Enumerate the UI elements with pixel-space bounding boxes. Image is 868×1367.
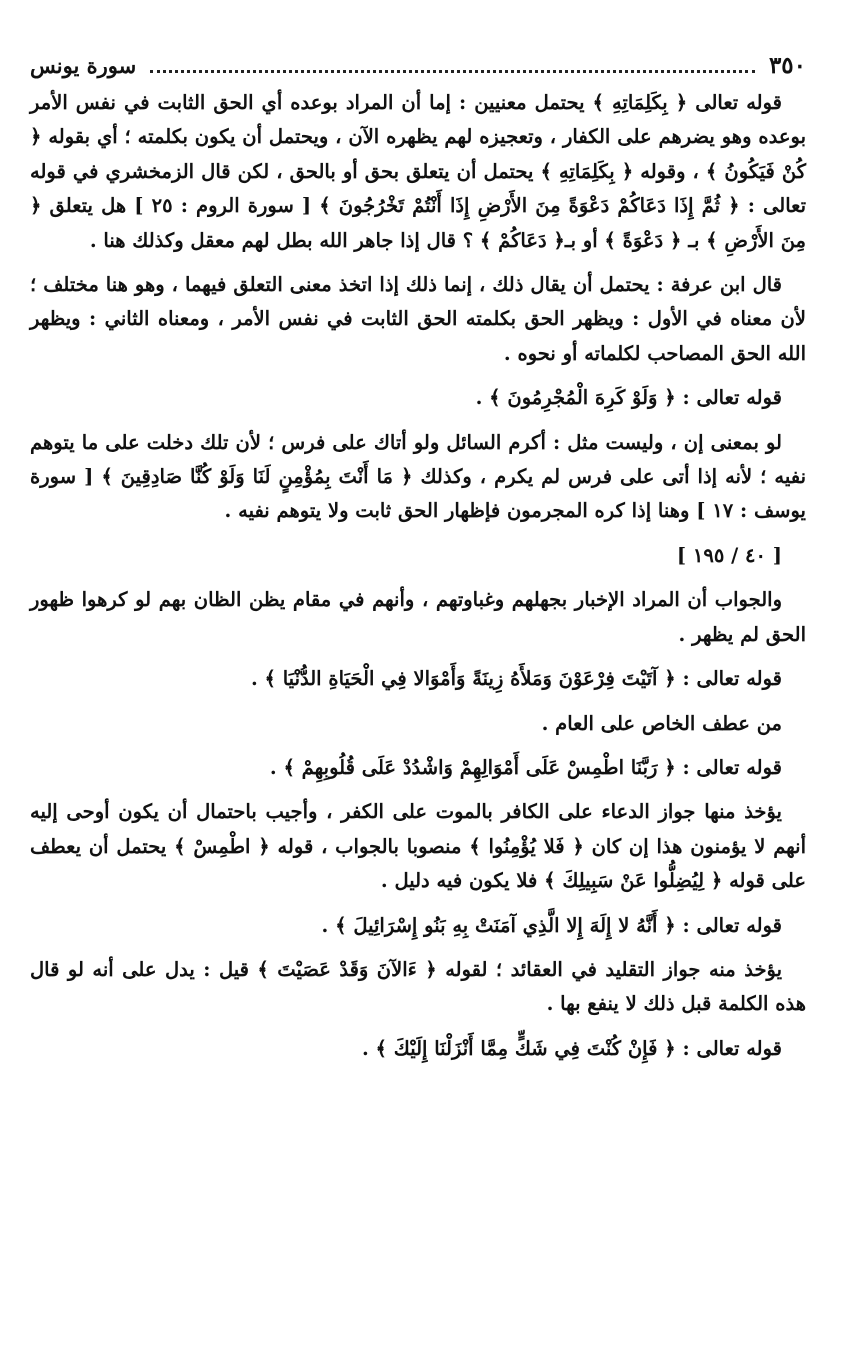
paragraph: يؤخذ منها جواز الدعاء على الكافر بالموت على الكفر ، وأجيب باحتمال أن يكون أوحى إليه أنهم لا يؤمنون هذا إن كان ﴿ فَلا يُؤْمِنُوا ﴾ منصوبا بالجواب ، قوله ﴿ اطْمِسْ ﴾ يحتمل أن يعطف على قوله ﴿ لِيُضِلُّوا عَنْ سَبِيلِكَ ﴾ فلا يكون فيه دليل . (30, 800, 806, 893)
paragraph: قوله تعالى : ﴿ أَنَّهُ لا إِلَهَ إِلا الَّذِي آمَنَتْ بِهِ بَنُو إِسْرَائِيلَ ﴾ . (321, 913, 782, 937)
page-body (30, 86, 806, 1066)
page-number: ٣٥٠ (768, 52, 806, 79)
paragraph: والجواب أن المراد الإخبار بجهلهم وغباوتهم ، وأنهم في مقام يظن الظان بهم لو كرهوا ظهور الحق لم يظهر . (30, 588, 806, 646)
manuscript-reference: [ ٤٠ / ١٩٥ ] (676, 543, 782, 567)
page-header (30, 52, 806, 86)
paragraph: قوله تعالى : ﴿ آتَيْتَ فِرْعَوْنَ وَمَلأَهُ زِينَةً وَأَمْوَالا فِي الْحَيَاةِ الدُّنْيَا ﴾ . (250, 667, 782, 691)
header-dotted-rule (150, 60, 755, 73)
paragraph: لو بمعنى إن ، وليست مثل : أكرم السائل ولو أتاك على فرس ؛ لأن تلك دخلت على ما يتوهم نفيه ؛ لأنه إذا أتى على فرس لم يكرم ، وكذلك ﴿ مَا أَنْتَ بِمُؤْمِنٍ لَنَا وَلَوْ كُنَّا صَادِقِينَ ﴾ [ سورة يوسف : ١٧ ] وهنا إذا كره المجرمون فإظهار الحق ثابت ولا يتوهم نفيه . (30, 430, 806, 523)
paragraph: من عطف الخاص على العام . (541, 711, 782, 735)
paragraph: يؤخذ منه جواز التقليد في العقائد ؛ لقوله ﴿ ءَالآنَ وَقَدْ عَصَيْتَ ﴾ قيل : يدل على أنه لو قال هذه الكلمة قبل ذلك لا ينفع بها . (30, 957, 806, 1016)
paragraph: قال ابن عرفة : يحتمل أن يقال ذلك ، إنما ذلك إذا اتخذ معنى التعلق فيهما ، وهو هنا مختلف ؛ لأن معناه في الأول : ويظهر الحق بكلمته الحق الثابت في نفس الأمر ، ومعناه الثاني : ويظهر الله الحق المصاحب لكلماته أو نحوه . (30, 273, 806, 365)
paragraph: قوله تعالى : ﴿ وَلَوْ كَرِهَ الْمُجْرِمُونَ ﴾ . (475, 386, 782, 410)
paragraph: قوله تعالى : ﴿ فَإِنْ كُنْتَ فِي شَكٍّ مِمَّا أَنْزَلْنَا إِلَيْكَ ﴾ . (361, 1036, 782, 1060)
paragraph: قوله تعالى : ﴿ رَبَّنَا اطْمِسْ عَلَى أَمْوَالِهِمْ وَاشْدُدْ عَلَى قُلُوبِهِمْ ﴾ . (269, 755, 782, 779)
paragraph: قوله تعالى ﴿ بِكَلِمَاتِهِ ﴾ يحتمل معنيين : إما أن المراد بوعده أي الحق الثابت في نفس الأمر بوعده وهو يضرهم على الكفار ، وتعجيزه لهم يظهره الآن ، ويحتمل أن يكون بكلمته ؛ أي بقوله ﴿ كُنْ فَيَكُونُ ﴾ ، وقوله ﴿ بِكَلِمَاتِهِ ﴾ يحتمل أن يتعلق بحق أو بالحق ، لكن قال الزمخشري في قوله تعالى : ﴿ ثُمَّ إِذَا دَعَاكُمْ دَعْوَةً مِنَ الأَرْضِ إِذَا أَنْتُمْ تَخْرُجُونَ ﴾ [ سورة الروم : ٢٥ ] هل يتعلق ﴿ مِنَ الأَرْضِ ﴾ بـ ﴿ دَعْوَةً ﴾ أو بـ﴿ دَعَاكُمْ ﴾ ؟ قال إذا جاهر الله بطل لهم معقل وكذلك هنا . (30, 91, 807, 252)
surah-title: سورة يونس (30, 53, 137, 78)
